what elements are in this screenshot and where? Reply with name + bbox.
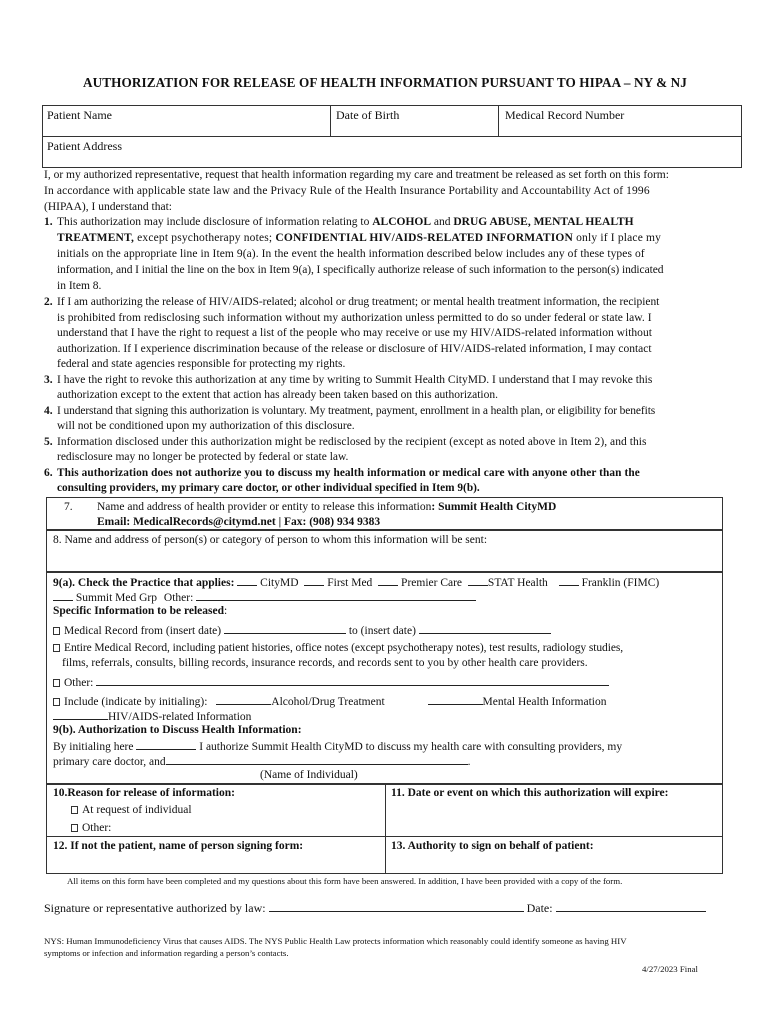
item-number: 1.: [44, 216, 53, 228]
item13-label[interactable]: 13. Authority to sign on behalf of patient:: [391, 840, 594, 852]
other-info-checkbox[interactable]: [53, 677, 64, 689]
item9b-text: By initialing here: [53, 741, 134, 753]
franklin-initial-line[interactable]: [559, 574, 579, 586]
item-number: 4.: [44, 405, 53, 417]
divider: [498, 105, 499, 136]
summit-option: Summit Med Grp: [75, 592, 158, 604]
discuss-initial-line[interactable]: [136, 738, 196, 750]
item1-alcohol: ALCOHOL: [372, 216, 432, 228]
intro-line: I, or my authorized representative, request that health information regarding my care and treatment be released as set forth on this form:: [44, 169, 669, 181]
item9a-label: 9(a). Check the Practice that applies:: [53, 577, 235, 589]
patient-name-field[interactable]: Patient Name: [47, 108, 112, 122]
divider: [46, 836, 723, 837]
item1-text: and: [431, 216, 454, 228]
item10-label: 10.Reason for release of information:: [53, 787, 235, 799]
item6-line: consulting providers, my primary care doctor, or other individual specified in Item 9(b).: [57, 482, 480, 494]
entire-record-row: [53, 641, 623, 657]
hiv-option: HIV/AIDS-related Information: [108, 711, 252, 723]
item2-line: understand that I have the right to request a list of the people who may receive or use my HIV/AIDS-related information without: [57, 327, 652, 339]
item1-text: This authorization may include disclosure of information relating to: [57, 216, 373, 228]
firstmed-initial-line[interactable]: [304, 574, 324, 586]
item4-line: will not be conditioned upon my authorization of this disclosure.: [57, 420, 355, 432]
item5-line: redisclosure may no longer be protected by federal or state law.: [57, 451, 349, 463]
item1-line: initials on the appropriate line in Item 9(a). In the event the health information described below includes any of these types of: [57, 248, 645, 260]
other-info-label: Other:: [64, 677, 94, 689]
divider: [42, 136, 742, 137]
item6-line: This authorization does not authorize you to discuss my health information or medical care with anyone other than the: [57, 467, 640, 479]
individual-name-line[interactable]: [166, 753, 468, 765]
item-number: 6.: [44, 467, 53, 479]
divider: [385, 784, 386, 874]
entire-record-row2: films, referrals, consults, billing records, insurance records, and records sent to you by other health care providers.: [62, 657, 588, 669]
signature-row: [44, 900, 706, 917]
summit-initial-line[interactable]: [53, 589, 73, 601]
item7-line: [97, 500, 556, 516]
item1-text: only if I place my: [573, 232, 662, 244]
mental-initial-line[interactable]: [428, 693, 483, 705]
premier-option: Premier Care: [401, 577, 463, 589]
entire-record-text: Entire Medical Record, including patient histories, office notes (except psychotherapy notes), test results, radiology studies,: [64, 642, 624, 654]
item1-treatment: TREATMENT,: [57, 232, 135, 244]
item1-line: information, and I initial the line on the box in Item 9(a), I specifically authorize release of such information to the person(s) indicated: [57, 264, 664, 276]
stat-initial-line[interactable]: [468, 574, 488, 586]
entire-record-checkbox[interactable]: [53, 642, 64, 654]
item9b-label: 9(b). Authorization to Discuss Health Information:: [53, 724, 302, 736]
form-title: AUTHORIZATION FOR RELEASE OF HEALTH INFORMATION PURSUANT TO HIPAA – NY & NJ: [83, 75, 687, 90]
signature-line[interactable]: [269, 900, 524, 912]
item1-hiv: CONFIDENTIAL HIV/AIDS-RELATED INFORMATION: [275, 232, 574, 244]
item7-contact: Email: MedicalRecords@citymd.net | Fax: (908) 934 9383: [97, 516, 381, 528]
item2-line: federal and state agencies responsible for protecting my rights.: [57, 358, 346, 370]
item-number: 7.: [64, 501, 73, 513]
version-label: 4/27/2023 Final: [642, 964, 698, 974]
other-reason-checkbox[interactable]: [71, 822, 82, 834]
include-checkbox[interactable]: [53, 696, 64, 708]
medical-record-checkbox[interactable]: [53, 625, 64, 637]
item7-provider: : Summit Health CityMD: [431, 501, 557, 513]
at-request-label: At request of individual: [82, 804, 192, 816]
from-date-line[interactable]: [224, 622, 346, 634]
to-date-line[interactable]: [419, 622, 551, 634]
item11-label[interactable]: 11. Date or event on which this authorization will expire:: [391, 787, 669, 799]
alcohol-initial-line[interactable]: [216, 693, 271, 705]
signature-date-label: Date:: [526, 901, 553, 915]
item8-label: 8. Name and address of person(s) or category of person to whom this information will be sent:: [53, 534, 488, 546]
item12-label[interactable]: 12. If not the patient, name of person signing form:: [53, 840, 304, 852]
other-info-line[interactable]: [96, 674, 609, 686]
item9b-period: .: [467, 756, 471, 768]
specific-info-colon: :: [223, 605, 228, 617]
citymd-initial-line[interactable]: [237, 574, 257, 586]
individual-name-caption: (Name of Individual): [260, 769, 358, 781]
item2-line: If I am authorizing the release of HIV/AIDS-related; alcohol or drug treatment; or mental health treatment information, the recipient: [57, 296, 660, 308]
footnote-line: NYS: Human Immunodeficiency Virus that causes AIDS. The NYS Public Health Law protects information which reasonably could identify someone as having HIV: [44, 936, 627, 946]
footnote-line: symptoms or infection and information regarding a person’s contacts.: [44, 948, 289, 958]
intro-line: In accordance with applicable state law and the Privacy Rule of the Health Insurance Portability and Accountability Act of 1996: [44, 185, 650, 197]
medical-record-from-label: Medical Record from (insert date): [64, 625, 222, 637]
item3-line: I have the right to revoke this authorization at any time by writing to Summit Health CityMD. I understand that I may revoke this: [57, 374, 653, 386]
item2-line: is prohibited from redisclosing such information without my authorization unless permitted to do so under federal or state law. I: [57, 312, 652, 324]
mental-option: Mental Health Information: [482, 696, 607, 708]
premier-initial-line[interactable]: [378, 574, 398, 586]
medical-record-range-row: [53, 622, 551, 640]
item-number: 2.: [44, 296, 53, 308]
item10-option2: [71, 821, 111, 837]
item2-line: authorization. If I experience discrimination because of the release or disclosure of HIV/AIDS-related information, I may contact: [57, 343, 652, 355]
patient-address-field[interactable]: Patient Address: [47, 139, 122, 153]
item-number: 3.: [44, 374, 53, 386]
item1-text: except psychotherapy notes;: [134, 232, 276, 244]
citymd-option: CityMD: [260, 577, 299, 589]
firstmed-option: First Med: [327, 577, 373, 589]
item10-option1: [71, 803, 192, 819]
medical-record-to-label: to (insert date): [348, 625, 416, 637]
alcohol-option: Alcohol/Drug Treatment: [271, 696, 385, 708]
item7-text: Name and address of health provider or entity to release this information: [97, 501, 432, 513]
hiv-initial-line[interactable]: [53, 708, 108, 720]
other-practice-label: Other:: [163, 592, 194, 604]
signature-label: Signature or representative authorized by law:: [44, 901, 266, 915]
other-info-row: [53, 674, 609, 692]
item9b-text: primary care doctor, and: [53, 756, 166, 768]
item1-line: [57, 215, 634, 231]
other-practice-line[interactable]: [196, 589, 476, 601]
stat-option: STAT Health: [487, 577, 548, 589]
item1-line: [57, 231, 661, 247]
medical-record-number-field[interactable]: Medical Record Number: [505, 108, 625, 122]
specific-info-row: [53, 604, 227, 620]
date-of-birth-field[interactable]: Date of Birth: [336, 108, 400, 122]
item1-line: in Item 8.: [57, 280, 102, 292]
include-label: Include (indicate by initialing):: [64, 696, 208, 708]
item1-drug: DRUG ABUSE, MENTAL HEALTH: [453, 216, 634, 228]
specific-info-label: Specific Information to be released: [53, 605, 224, 617]
signature-date-line[interactable]: [556, 900, 706, 912]
item-number: 5.: [44, 436, 53, 448]
completed-note: All items on this form have been completed and my questions about this form have been answered. In addition, I have been provided with a copy of the form.: [67, 876, 623, 886]
item4-line: I understand that signing this authorization is voluntary. My treatment, payment, enrollment in a health plan, or eligibility for benefits: [57, 405, 656, 417]
intro-line: (HIPAA), I understand that:: [44, 201, 172, 213]
item5-line: Information disclosed under this authorization might be redisclosed by the recipient (except as noted above in Item 2), and this: [57, 436, 647, 448]
franklin-option: Franklin (FIMC): [581, 577, 660, 589]
other-reason-label: Other:: [82, 822, 112, 834]
divider: [330, 105, 331, 136]
item3-line: authorization except to the extent that action has already been taken based on this authorization.: [57, 389, 498, 401]
item9b-text: I authorize Summit Health CityMD to discuss my health care with consulting providers, my: [199, 741, 623, 753]
at-request-checkbox[interactable]: [71, 804, 82, 816]
